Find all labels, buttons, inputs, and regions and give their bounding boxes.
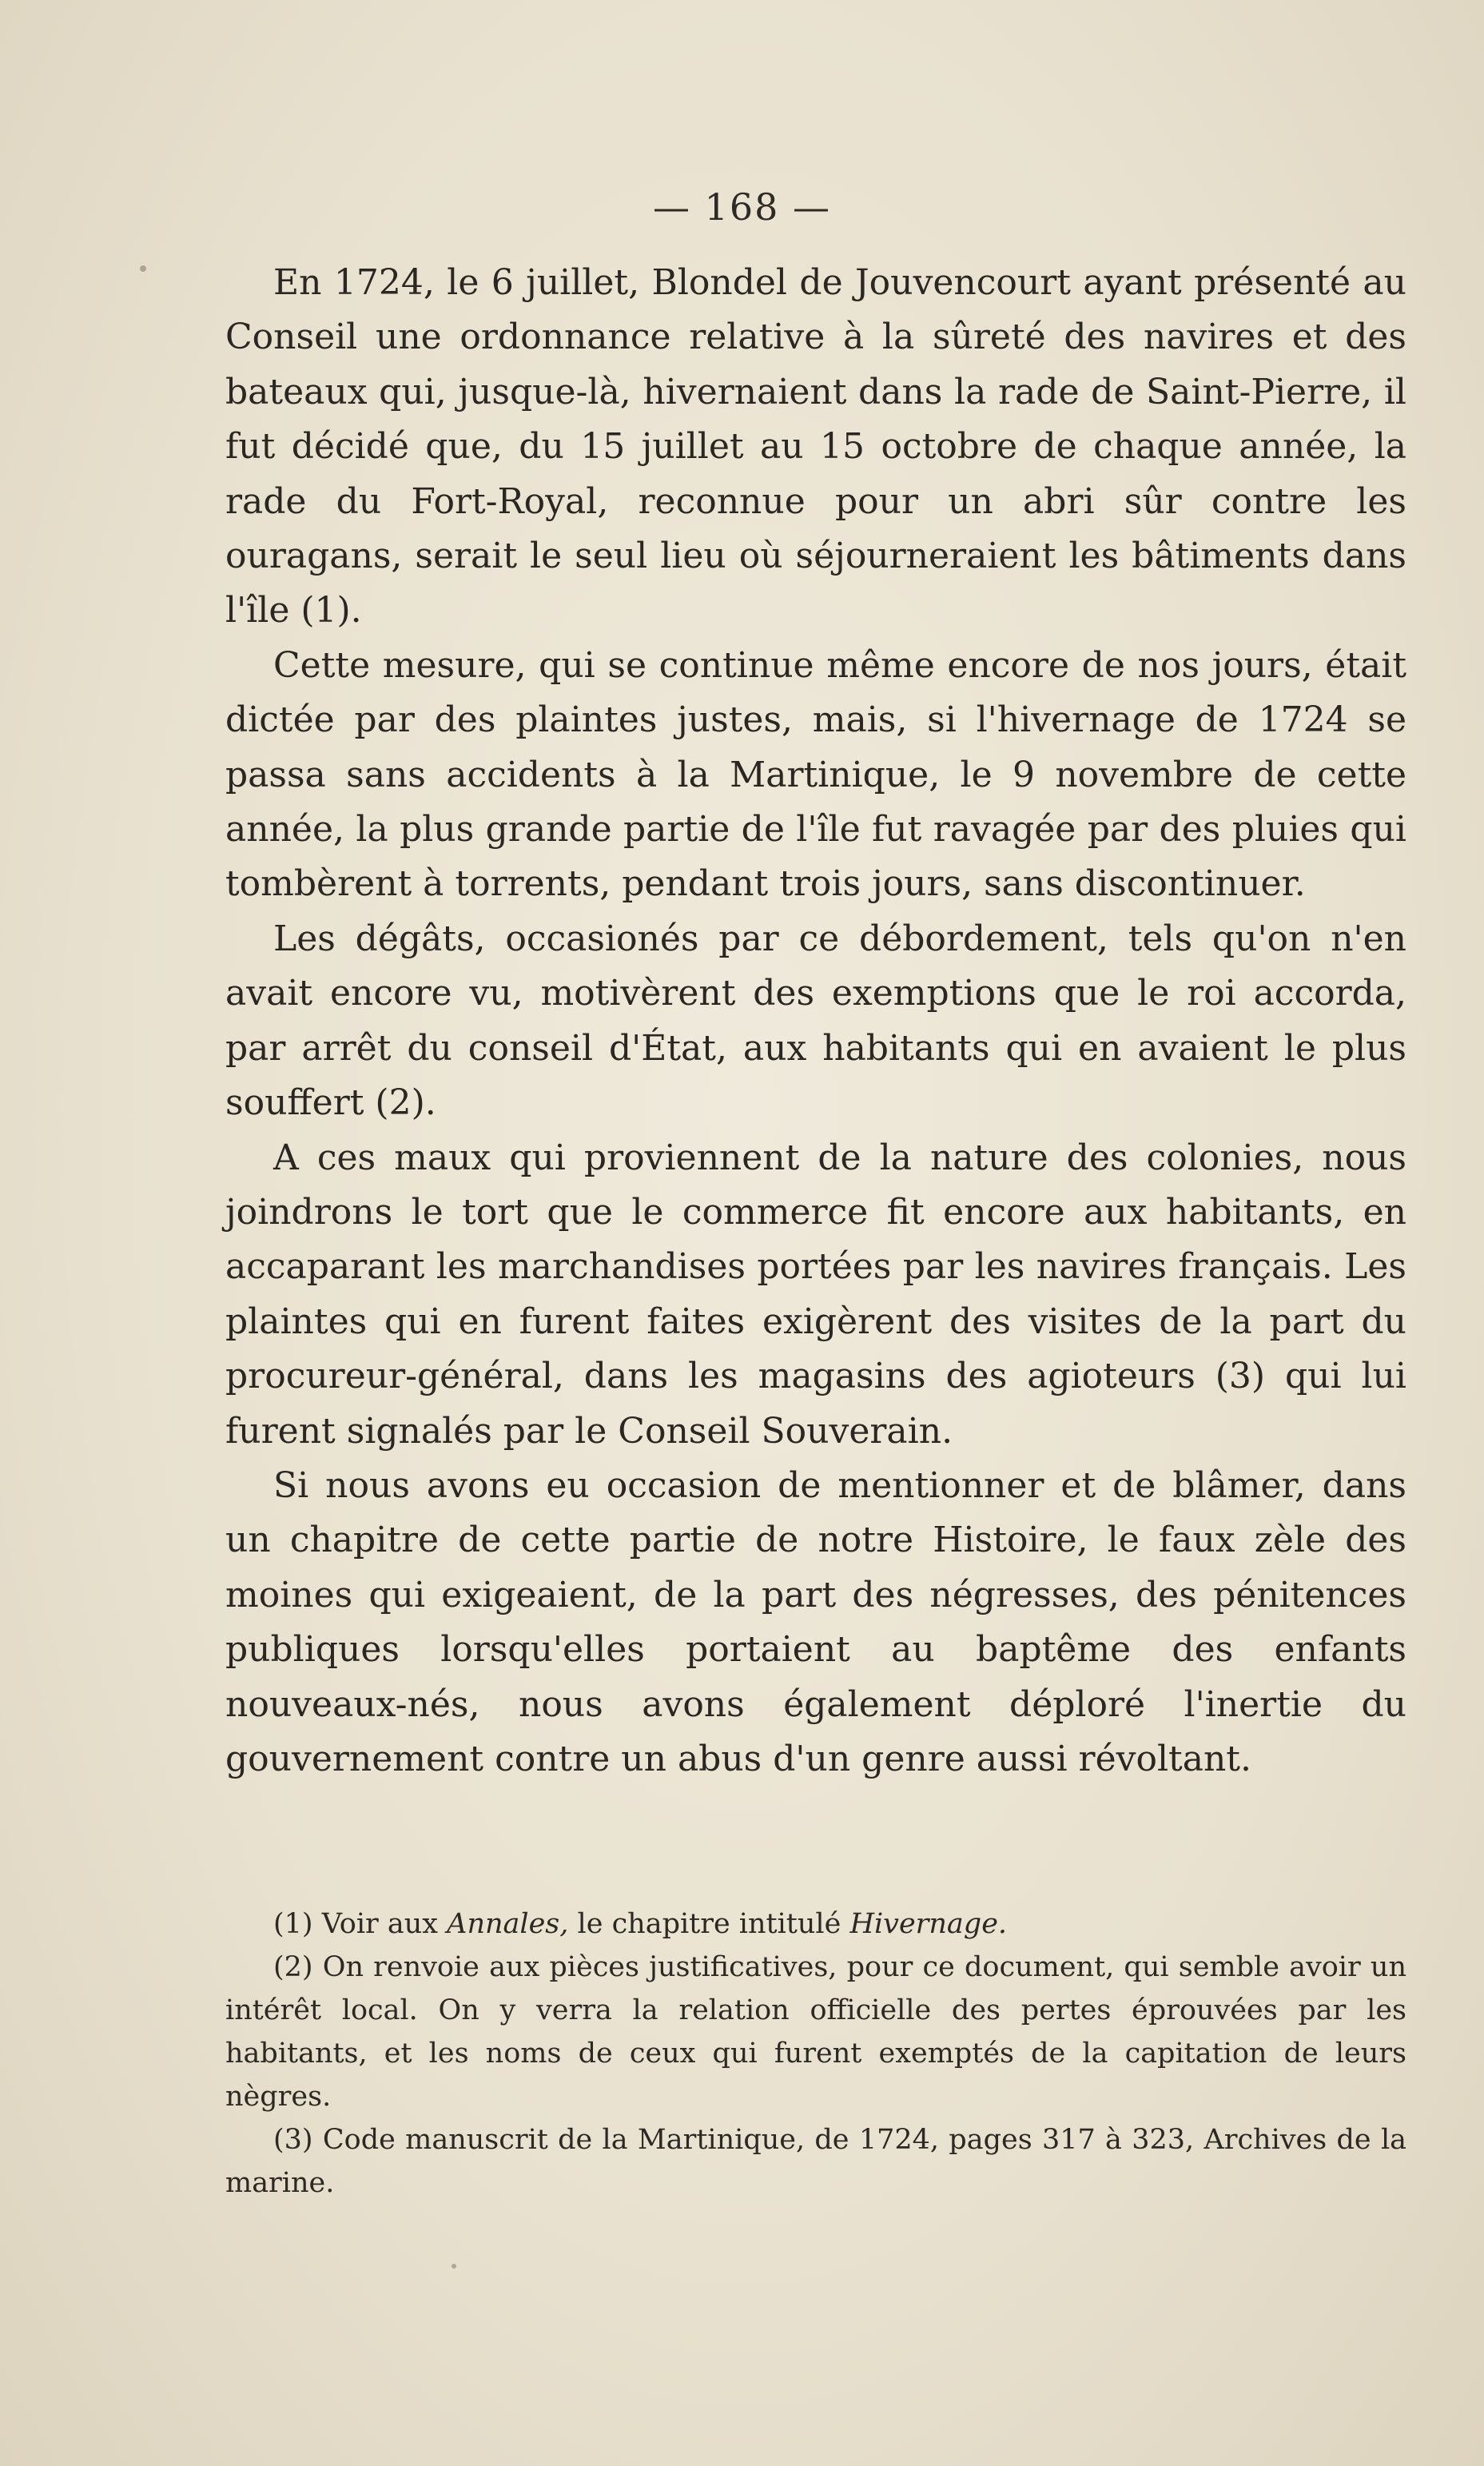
body-text <box>225 256 1406 1787</box>
paragraph: A ces maux qui proviennent de la nature des colonies, nous joindrons le tort que le commerce fit encore aux habitants, en accaparant les marchandises portées par les navires français. Les plaintes qui en furent faites exigèrent des visites de la part du procureur-général, dans les magasins des agioteurs (3) qui lui furent signalés par le Conseil Souverain. <box>225 1137 1406 1452</box>
footnote-1-prefix: (1) Voir aux <box>273 1908 448 1940</box>
paragraph: Si nous avons eu occasion de mentionner et de blâmer, dans un chapitre de cette partie de notre Histoire, le faux zèle des moines qui exigeaient, de la part des négresses, des pénitences publiques lorsqu'elles portaient au baptême des enfants nouveaux-nés, nous avons également déploré l'inertie du gouvernement contre un abus d'un genre aussi révoltant. <box>225 1464 1406 1779</box>
footnote-2: (2) On renvoie aux pièces justificatives, pour ce document, qui semble avoir un intérêt local. On y verra la relation officielle des pertes éprouvées par les habitants, et les noms de ceux qui furent exemptés de la capitation de leurs nègres. <box>225 1951 1406 2113</box>
footnote-1-italic-hivernage: Hivernage. <box>849 1908 1008 1940</box>
ink-speck <box>452 2264 456 2269</box>
ink-speck <box>140 265 146 272</box>
footnote-1-italic-annales: Annales, <box>447 1908 569 1940</box>
footnote-1 <box>225 1902 1406 1946</box>
footnote-1-middle: le chapitre intitulé <box>568 1908 850 1940</box>
page-number: — 168 — <box>652 185 832 229</box>
footnotes <box>225 1902 1406 2205</box>
paragraph: Cette mesure, qui se continue même encore de nos jours, était dictée par des plaintes justes, mais, si l'hivernage de 1724 se passa sans accidents à la Martinique, le 9 novembre de cette année, la plus grande partie de l'île fut ravagée par des pluies qui tombèrent à torrents, pendant trois jours, sans discontinuer. <box>225 644 1406 905</box>
paragraph: Les dégâts, occasionés par ce débordement, tels qu'on n'en avait encore vu, motivèrent des exemptions que le roi accorda, par arrêt du conseil d'État, aux habitants qui en avaient le plus souffert (2). <box>225 918 1406 1124</box>
footnote-3: (3) Code manuscrit de la Martinique, de 1724, pages 317 à 323, Archives de la marine. <box>225 2124 1406 2199</box>
paragraph: En 1724, le 6 juillet, Blondel de Jouvencourt ayant présenté au Conseil une ordonnance relative à la sûreté des navires et des bateaux qui, jusque-là, hivernaient dans la rade de Saint-Pierre, il fut décidé que, du 15 juillet au 15 octobre de chaque année, la rade du Fort-Royal, reconnue pour un abri sûr contre les ouragans, serait le seul lieu où séjourneraient les bâtiments dans l'île (1). <box>225 262 1406 631</box>
